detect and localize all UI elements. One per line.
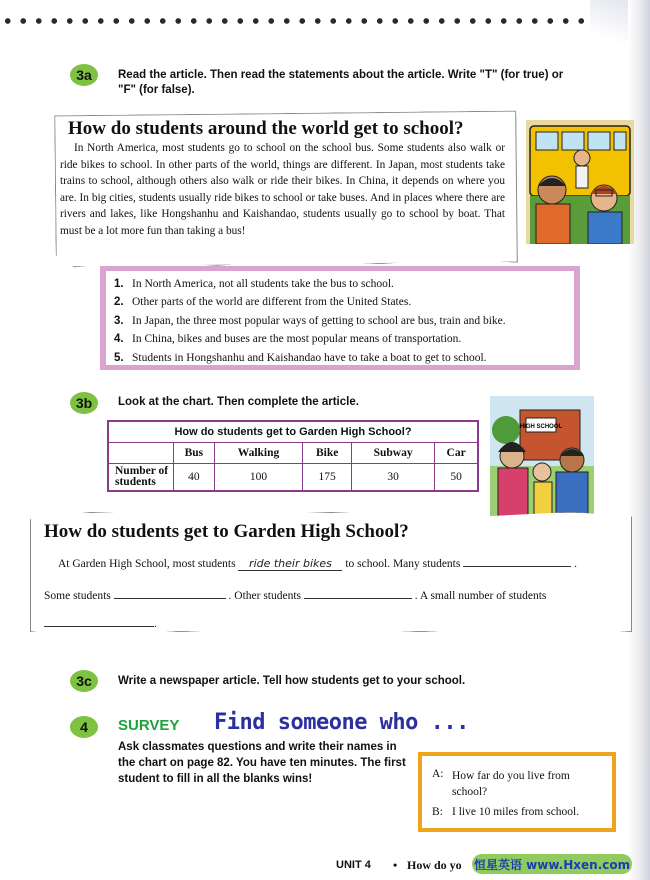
footer-unit: UNIT 4: [336, 859, 371, 871]
instruction-3a: Read the article. Then read the statements about the article. Write "T" (for true) or "F" (for false).: [118, 69, 564, 96]
chart-row-label: Number of students: [108, 464, 174, 492]
cloze-title: How do students get to Garden High School?: [44, 521, 409, 542]
section-badge-4: 4: [70, 716, 98, 738]
cloze-line-1: At Garden High School, most students ride their bikes to school. Many students .: [58, 557, 577, 570]
statement-item: 3. In Japan, the three most popular ways of getting to school are bus, train and bike.: [114, 314, 506, 327]
watermark: 恒星英语 www.Hxen.com: [474, 858, 631, 872]
answer-blank-filled[interactable]: ride their bikes: [238, 557, 342, 571]
instruction-3c: Write a newspaper article. Tell how students get to your school.: [118, 675, 466, 687]
instruction-3b: Look at the chart. Then complete the article.: [118, 396, 359, 408]
statement-item: 5. Students in Hongshanhu and Kaishandao have to take a boat to get to school.: [114, 351, 487, 364]
chart-title: How do students get to Garden High School?: [108, 421, 478, 443]
statement-item: 4. In China, bikes and buses are the most popular means of transportation.: [114, 333, 462, 346]
article-body-3a: In North America, most students go to school on the school bus. Some students also walk or ride bikes to school. In other parts of the world, things are different. In Japan, most students take trains to school, although others also walk or ride their bikes. In China, it depends on where you are. In big cities, students usually ride bikes to school or take buses. And in places where there are rivers and lakes, like Hongshanhu and Kaishandao, students usually go to school by boat. That must be a lot more fun than taking a bus!: [60, 142, 505, 237]
section-badge-3b: 3b: [70, 392, 98, 414]
chart-cell: 40: [174, 464, 215, 492]
answer-blank[interactable]: [463, 566, 571, 567]
dotted-border: [0, 14, 630, 28]
chart-cell: 175: [303, 464, 352, 492]
answer-blank[interactable]: [304, 598, 412, 599]
chart-cell: 50: [435, 464, 478, 492]
cloze-line-3: .: [44, 618, 157, 630]
section-badge-3a: 3a: [70, 64, 98, 86]
chart-header: Bike: [303, 443, 352, 464]
statements-list: [106, 271, 574, 365]
chart-header: Subway: [351, 443, 434, 464]
school-bus-illustration: [526, 120, 634, 244]
chart-cell: 100: [214, 464, 303, 492]
footer-bullet: •: [393, 858, 398, 872]
chart-header: Walking: [214, 443, 303, 464]
speaker-a-label: A:: [432, 768, 444, 780]
section-badge-3c: 3c: [70, 670, 98, 692]
dialogue-box: [418, 752, 616, 832]
speaker-b-text: I live 10 miles from school.: [452, 806, 580, 818]
article-title-3a: How do students around the world get to school?: [68, 118, 464, 139]
statement-item: 2. Other parts of the world are different from the United States.: [114, 296, 412, 309]
chart-header: Car: [435, 443, 478, 464]
instruction-4: Ask classmates questions and write their names in the chart on page 82. You have ten minutes. The first student to fill in all the blanks wins!: [118, 741, 406, 785]
answer-blank[interactable]: [114, 598, 226, 599]
cloze-line-2: Some students . Other students . A small number of students: [44, 590, 547, 602]
footer-title: How do yo: [407, 858, 462, 872]
speaker-a-text: How far do you live from school?: [452, 770, 570, 798]
find-heading: Find someone who ...: [214, 710, 469, 735]
answer-blank[interactable]: [44, 626, 154, 627]
chart-cell: 30: [351, 464, 434, 492]
statement-item: 1. In North America, not all students take the bus to school.: [114, 278, 394, 290]
survey-label: SURVEY: [118, 717, 180, 734]
chart-header: Bus: [174, 443, 215, 464]
transport-chart: [107, 420, 479, 492]
speaker-b-label: B:: [432, 806, 443, 818]
school-sign: HIGH SCHOOL: [519, 424, 563, 430]
school-students-illustration: [490, 396, 594, 520]
chart-corner: [108, 443, 174, 464]
